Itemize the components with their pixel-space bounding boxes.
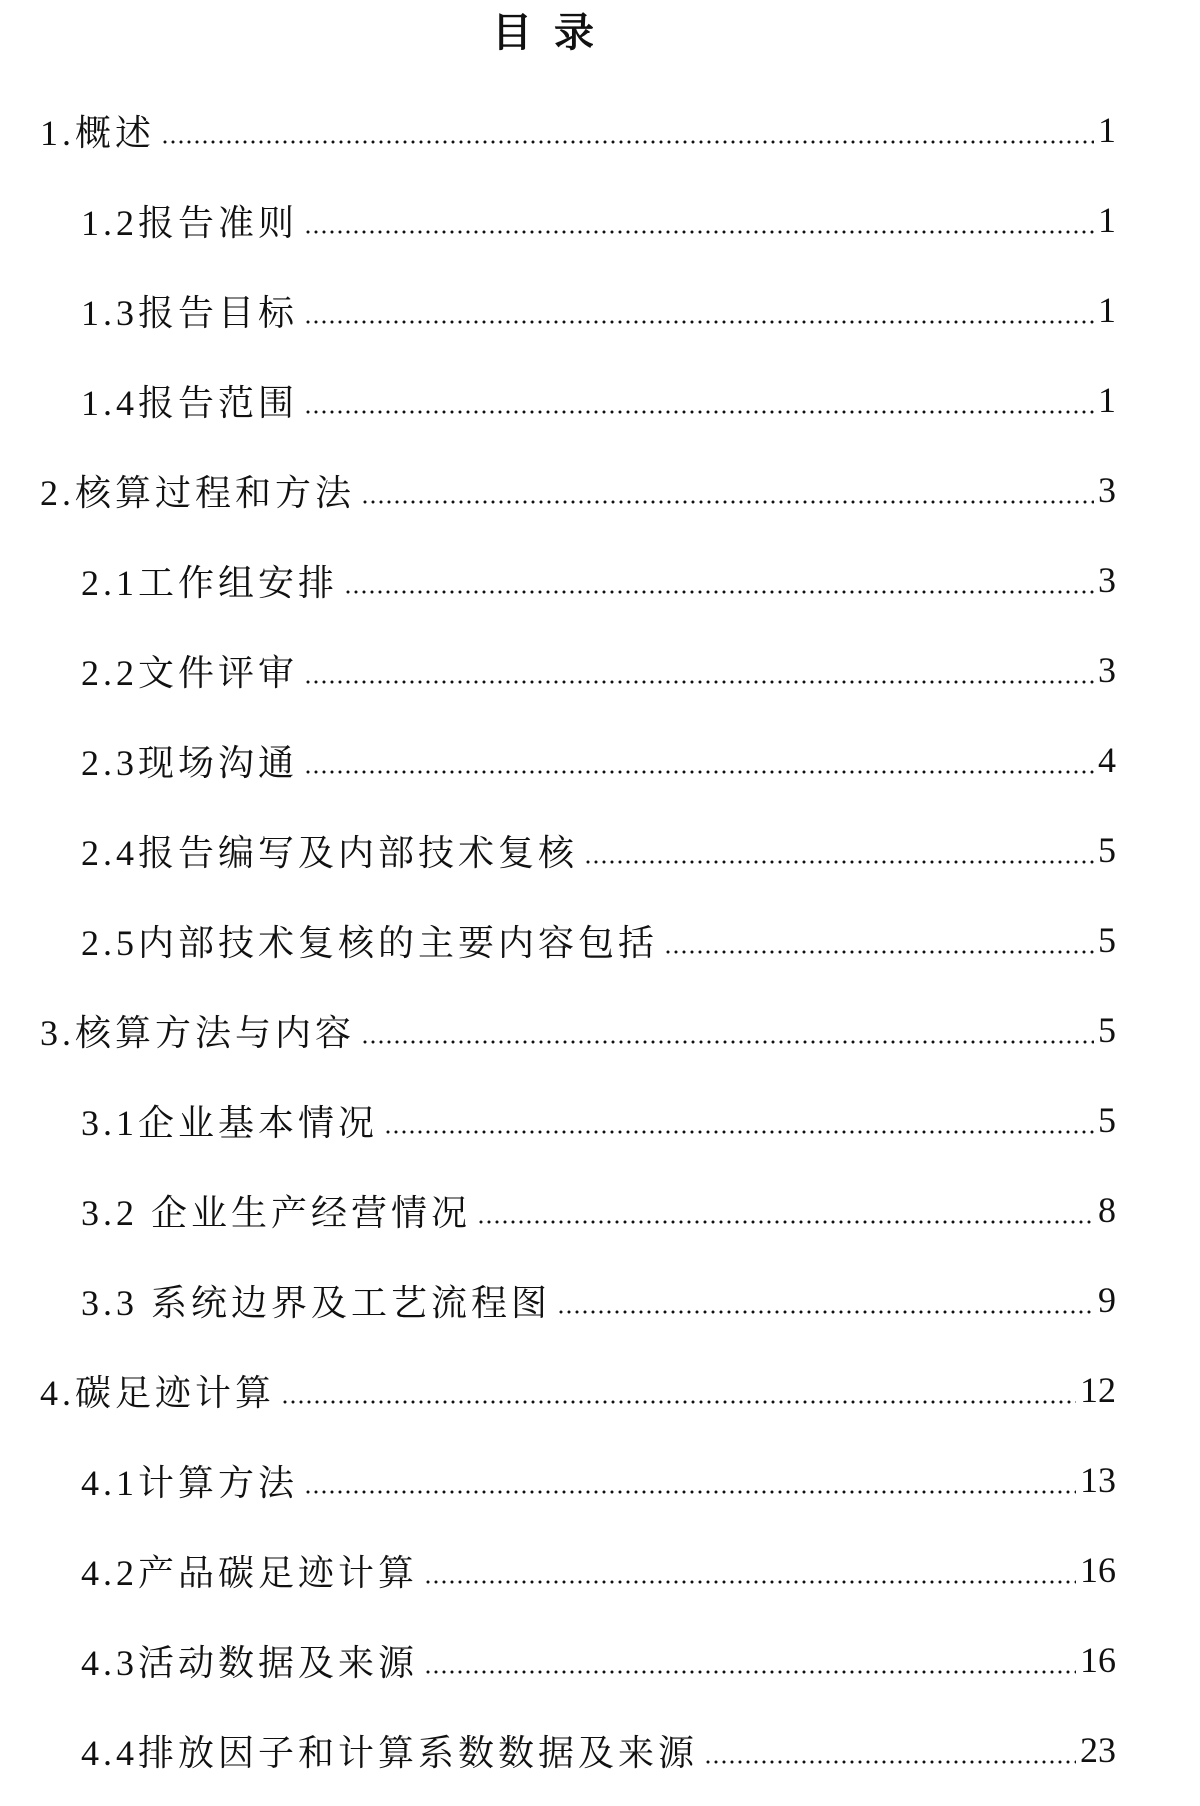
toc-entry-page: 3 [1098, 470, 1116, 510]
toc-entry [0, 1705, 1200, 1795]
toc-entry-page: 23 [1080, 1730, 1116, 1770]
toc-list [0, 85, 1200, 1795]
dot-leader [304, 1489, 1076, 1495]
toc-entry-page: 16 [1080, 1550, 1116, 1590]
dot-leader [304, 409, 1094, 415]
toc-entry [0, 805, 1200, 895]
dot-leader [304, 229, 1094, 235]
toc-entry [0, 715, 1200, 805]
toc-entry [0, 355, 1200, 445]
toc-entry-page: 1 [1098, 200, 1116, 240]
toc-entry-label: 4.1计算方法 [81, 1462, 299, 1503]
dot-leader [477, 1219, 1094, 1225]
toc-entry-label: 1.概述 [40, 112, 156, 153]
dot-leader [304, 769, 1094, 775]
toc-entry-label: 3.1企业基本情况 [81, 1102, 379, 1143]
toc-entry-page: 13 [1080, 1460, 1116, 1500]
dot-leader [344, 589, 1094, 595]
toc-entry [0, 1525, 1200, 1615]
toc-entry-label: 2.4报告编写及内部技术复核 [81, 832, 579, 873]
toc-entry-page: 16 [1080, 1640, 1116, 1680]
toc-entry-label: 2.1工作组安排 [81, 562, 339, 603]
toc-entry [0, 895, 1200, 985]
toc-entry [0, 1345, 1200, 1435]
toc-entry [0, 445, 1200, 535]
toc-entry [0, 1165, 1200, 1255]
toc-entry-label: 4.2产品碳足迹计算 [81, 1552, 419, 1593]
toc-entry [0, 1255, 1200, 1345]
toc-entry-page: 4 [1098, 740, 1116, 780]
toc-entry-page: 5 [1098, 920, 1116, 960]
dot-leader [664, 949, 1094, 955]
dot-leader [281, 1399, 1076, 1405]
dot-leader [304, 319, 1094, 325]
toc-entry-page: 12 [1080, 1370, 1116, 1410]
toc-entry [0, 535, 1200, 625]
dot-leader [161, 139, 1094, 145]
toc-entry [0, 175, 1200, 265]
toc-entry-label: 1.2报告准则 [81, 202, 299, 243]
dot-leader [424, 1669, 1076, 1675]
dot-leader [704, 1759, 1076, 1765]
toc-entry-label: 2.2文件评审 [81, 652, 299, 693]
dot-leader [304, 679, 1094, 685]
toc-entry-label: 3.核算方法与内容 [40, 1012, 356, 1053]
toc-entry-page: 5 [1098, 830, 1116, 870]
toc-entry [0, 85, 1200, 175]
toc-entry-page: 1 [1098, 290, 1116, 330]
toc-entry-label: 3.3 系统边界及工艺流程图 [81, 1282, 552, 1323]
dot-leader [361, 1039, 1094, 1045]
toc-entry-label: 4.3活动数据及来源 [81, 1642, 419, 1683]
toc-entry [0, 1435, 1200, 1525]
toc-entry-label: 1.3报告目标 [81, 292, 299, 333]
toc-entry [0, 265, 1200, 355]
toc-entry-page: 5 [1098, 1100, 1116, 1140]
toc-entry-page: 1 [1098, 110, 1116, 150]
toc-entry [0, 1615, 1200, 1705]
toc-entry-label: 3.2 企业生产经营情况 [81, 1192, 472, 1233]
toc-entry-label: 2.核算过程和方法 [40, 472, 356, 513]
toc-entry-label: 4.4排放因子和计算系数数据及来源 [81, 1732, 699, 1773]
dot-leader [384, 1129, 1094, 1135]
dot-leader [557, 1309, 1094, 1315]
toc-entry-page: 3 [1098, 560, 1116, 600]
toc-entry-page: 9 [1098, 1280, 1116, 1320]
toc-entry-page: 8 [1098, 1190, 1116, 1230]
dot-leader [424, 1579, 1076, 1585]
toc-entry-page: 5 [1098, 1010, 1116, 1050]
toc-entry-page: 1 [1098, 380, 1116, 420]
toc-entry-label: 2.5内部技术复核的主要内容包括 [81, 922, 659, 963]
dot-leader [584, 859, 1094, 865]
toc-entry-label: 4.碳足迹计算 [40, 1372, 276, 1413]
toc-entry [0, 625, 1200, 715]
dot-leader [361, 499, 1094, 505]
toc-entry [0, 985, 1200, 1075]
toc-entry-label: 1.4报告范围 [81, 382, 299, 423]
toc-entry [0, 1075, 1200, 1165]
toc-entry-page: 3 [1098, 650, 1116, 690]
toc-title: 目 录 [492, 10, 600, 55]
toc-entry-label: 2.3现场沟通 [81, 742, 299, 783]
